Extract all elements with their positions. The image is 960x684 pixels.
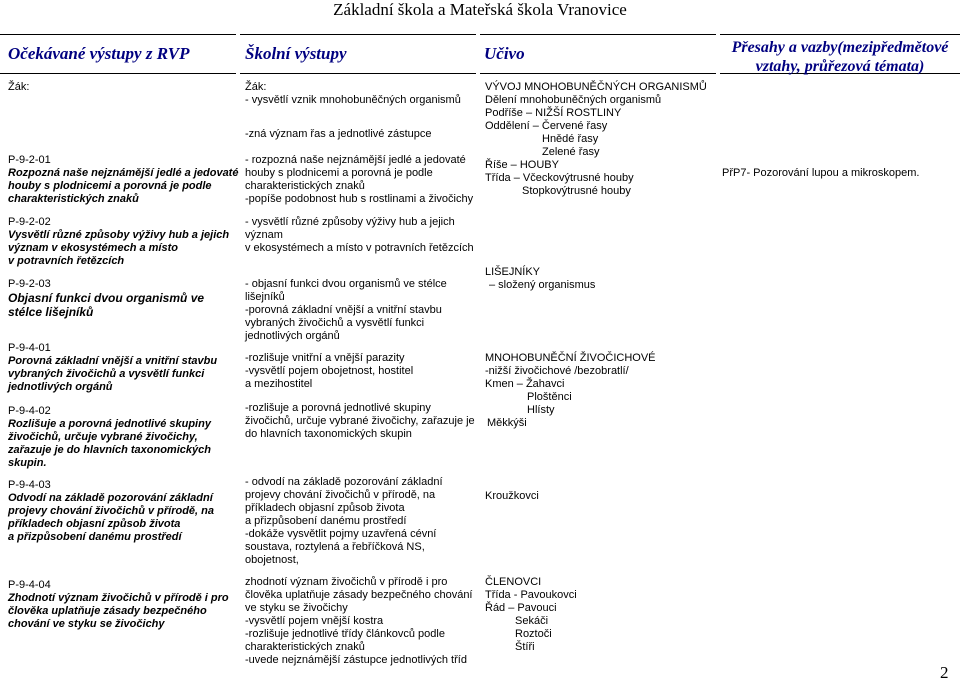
school-output-block-6: -rozlišuje vnitřní a vnější parazity -vysvětlí pojem obojetnost, hostitel a mezihostitel <box>245 352 414 390</box>
curriculum-line: Podříše – NIŽŠÍ ROSTLINY <box>485 107 622 119</box>
header-school-outputs: Školní výstupy <box>240 34 476 74</box>
curriculum-line: Hnědé řasy <box>542 133 599 145</box>
school-title: Základní škola a Mateřská škola Vranovice <box>333 0 627 19</box>
outcome-code: P-9-4-04 <box>8 579 51 591</box>
curriculum-line: Oddělení – Červené řasy <box>485 120 608 132</box>
school-output-block-2: -zná význam řas a jednotlivé zástupce <box>245 128 432 140</box>
outcome-code: P-9-2-02 <box>8 216 51 228</box>
col2-zak: Žák: <box>245 81 267 93</box>
curriculum-block-3 <box>485 352 656 430</box>
outcome-block-6: Odvodí na základě pozorování základní projevy chování živočichů v přírodě, na příkladech objasní způsob života a přizpůsobení danému prostředí <box>8 492 215 543</box>
curriculum-line: – složený organismus <box>489 279 596 291</box>
school-output-block-7: -rozlišuje a porovná jednotlivé skupiny živočichů, určuje vybrané živočichy, zařazuje je do hlavních taxonomických skupin <box>245 402 475 440</box>
curriculum-line: Ploštěnci <box>527 391 572 403</box>
curriculum-line: Štíři <box>515 641 535 653</box>
header-cross-curricular <box>720 34 960 74</box>
header-rvp: Očekávané výstupy z RVP <box>0 34 236 74</box>
school-output-block-1: - vysvětlí vznik mnohobuněčných organismů <box>245 94 461 106</box>
school-output-block-8: - odvodí na základě pozorování základní projevy chování živočichů v přírodě, na příkladech objasní způsob života a přizpůsobení danému prostředí -dokáže vysvětlit pojmy uzavřená cévní soustava, roztylená a řebříčková NS, obojetnost, <box>245 476 443 566</box>
curriculum-line: MNOHOBUNĚČNÍ ŽIVOČICHOVÉ <box>485 352 656 364</box>
curriculum-line: Sekáči <box>515 615 549 627</box>
outcome-block-5: Rozlišuje a porovná jednotlivé skupiny živočichů, určuje vybrané živočichy, zařazuje je do hlavních taxonomických skupin. <box>8 418 211 469</box>
outcome-block-3: Objasní funkci dvou organismů ve stélce lišejníků <box>8 291 205 319</box>
curriculum-line: Roztoči <box>515 628 552 640</box>
curriculum-line: VÝVOJ MNOHOBUNĚČNÝCH ORGANISMŮ <box>485 81 707 93</box>
curriculum-line: Říše – HOUBY <box>485 159 559 171</box>
curriculum-line: Měkkýši <box>487 417 527 429</box>
curriculum-line: ČLENOVCI <box>485 576 542 588</box>
curriculum-line: Kroužkovci <box>485 490 539 502</box>
curriculum-line: Třída - Pavoukovci <box>485 589 577 601</box>
outcome-block-1: Rozpozná naše nejznámější jedlé a jedovaté houby s plodnicemi a porovná je podle charakteristických znaků <box>8 167 239 205</box>
outcome-code: P-9-4-01 <box>8 342 51 354</box>
header-cross-line-1: Přesahy a vazby(mezipředmětové <box>731 39 949 56</box>
curriculum-line: -nižší živočichové /bezobratlí/ <box>485 365 629 377</box>
curriculum-block-1 <box>485 81 707 198</box>
school-output-block-4: - vysvětlí různé způsoby výživy hub a jejich význam v ekosystémech a místo v potravních řetězcích <box>245 216 474 254</box>
curriculum-line: Třída – Včeckovýtrusné houby <box>485 172 634 184</box>
curriculum-line: Řád – Pavouci <box>485 602 557 614</box>
outcome-code: P-9-4-02 <box>8 405 51 417</box>
page-number: 2 <box>940 663 949 682</box>
col1-zak: Žák: <box>8 81 30 93</box>
outcome-code: P-9-2-01 <box>8 154 51 166</box>
outcome-block-4: Porovná základní vnější a vnitřní stavbu vybraných živočichů a vysvětlí funkci jednotlivých orgánů <box>8 355 218 393</box>
curriculum-line: Zelené řasy <box>542 146 600 158</box>
curriculum-block-4 <box>485 490 539 503</box>
outcome-code: P-9-2-03 <box>8 278 51 290</box>
curriculum-line: Dělení mnohobuněčných organismů <box>485 94 662 106</box>
school-output-block-3: - rozpozná naše nejznámější jedlé a jedovaté houby s plodnicemi a porovná je podle charakteristických znaků -popíše podobnost hub s rostlinami a živočichy <box>245 154 474 205</box>
header-cross-line-2: vztahy, průřezová témata) <box>755 58 925 75</box>
outcome-block-7: Zhodnotí význam živočichů v přírodě i pro člověka uplatňuje zásady bezpečného chování ve styku se živočichy <box>8 592 229 630</box>
curriculum-block-2 <box>485 266 595 292</box>
curriculum-line: LIŠEJNÍKY <box>485 266 541 278</box>
curriculum-line: Kmen – Žahavci <box>485 378 565 390</box>
curriculum-line: Stopkovýtrusné houby <box>522 185 631 197</box>
curriculum-line: Hlísty <box>527 404 555 416</box>
outcome-block-2: Vysvětlí různé způsoby výživy hub a jejich význam v ekosystémech a místo v potravních řetězcích <box>8 229 230 267</box>
header-curriculum: Učivo <box>480 34 716 74</box>
school-output-block-5: - objasní funkci dvou organismů ve stélce lišejníků -porovná základní vnější a vnitřní stavbu vybraných živočichů a vysvětlí funkci jednotlivých orgánů <box>245 278 447 342</box>
school-output-block-9: zhodnotí význam živočichů v přírodě i pro člověka uplatňuje zásady bezpečného chování ve styku se živočichy -vysvětlí pojem vnější kostra -rozlišuje jednotlivé třídy článkovců podle charakteristických znaků -uvede nejznámější zástupce jednotlivých tříd <box>245 576 473 666</box>
cross-curricular-text: PřP7- Pozorování lupou a mikroskopem. <box>722 167 920 179</box>
curriculum-block-5 <box>485 576 577 654</box>
outcome-code: P-9-4-03 <box>8 479 51 491</box>
